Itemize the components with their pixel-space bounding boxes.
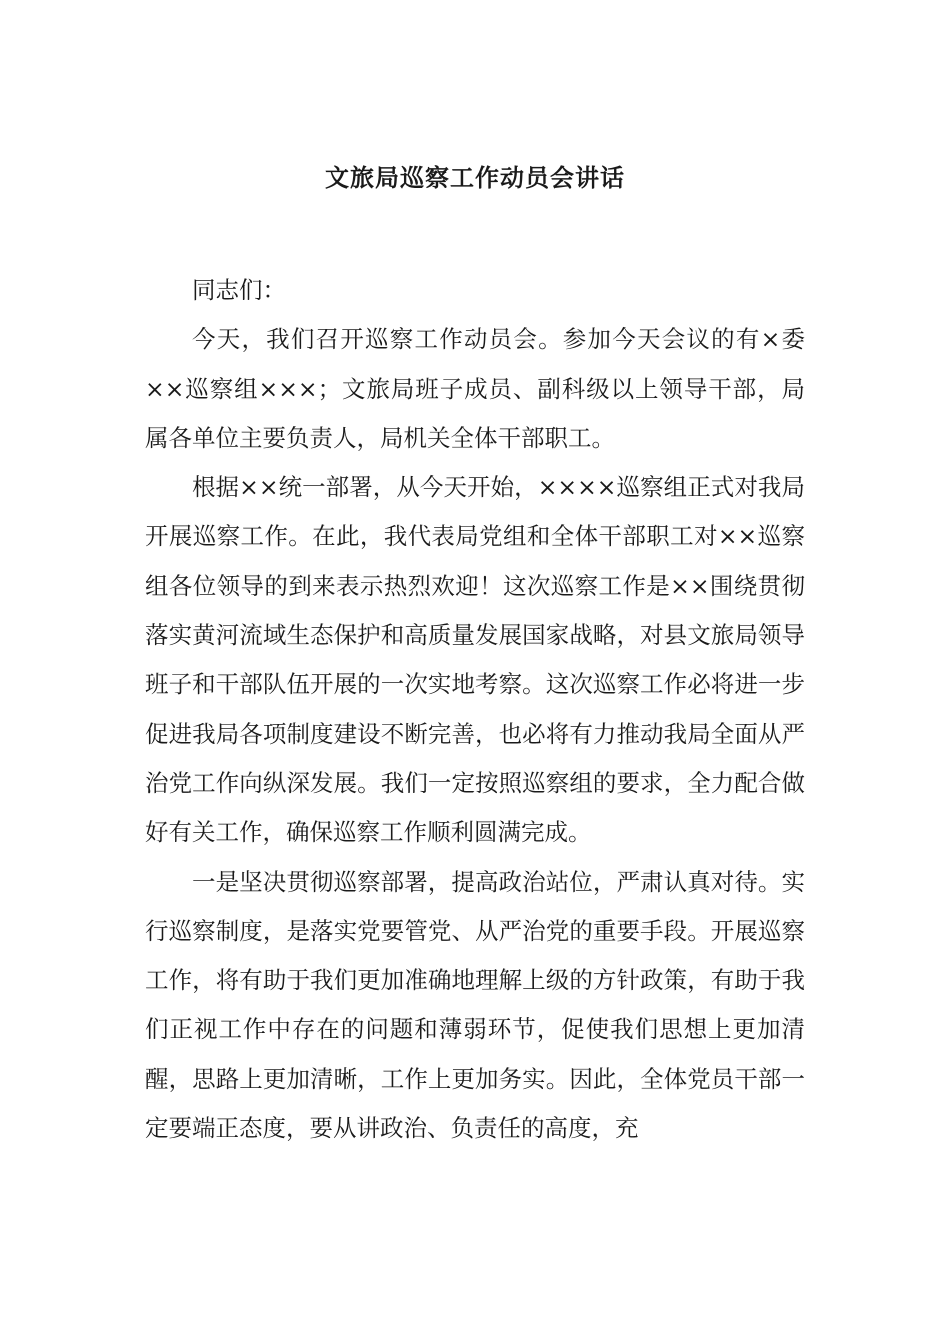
body-paragraph: 一是坚决贯彻巡察部署，提高政治站位，严肃认真对待。实行巡察制度，是落实党要管党、从严治党的重要手段。开展巡察工作，将有助于我们更加准确地理解上级的方针政策，有助于我们正视工作中存在的问题和薄弱环节，促使我们思想上更加清醒，思路上更加清晰，工作上更加务实。因此，全体党员干部一定要端正态度，要从讲政治、负责任的高度，充 (145, 867, 805, 1143)
document-title: 文旅局巡察工作动员会讲话 (325, 163, 625, 192)
salutation-paragraph: 同志们： (192, 276, 286, 304)
body-paragraph: 根据××统一部署，从今天开始，××××巡察组正式对我局开展巡察工作。在此，我代表局党组和全体干部职工对××巡察组各位领导的到来表示热烈欢迎！这次巡察工作是××围绕贯彻落实黄河流域生态保护和高质量发展国家战略，对县文旅局领导班子和干部队伍开展的一次实地考察。这次巡察工作必将进一步促进我局各项制度建设不断完善，也必将有力推动我局全面从严治党工作向纵深发展。我们一定按照巡察组的要求，全力配合做好有关工作，确保巡察工作顺利圆满完成。 (145, 473, 805, 847)
body-paragraph: 今天，我们召开巡察工作动员会。参加今天会议的有×委××巡察组×××；文旅局班子成员、副科级以上领导干部，局属各单位主要负责人，局机关全体干部职工。 (145, 325, 805, 452)
document-body (145, 266, 805, 1153)
